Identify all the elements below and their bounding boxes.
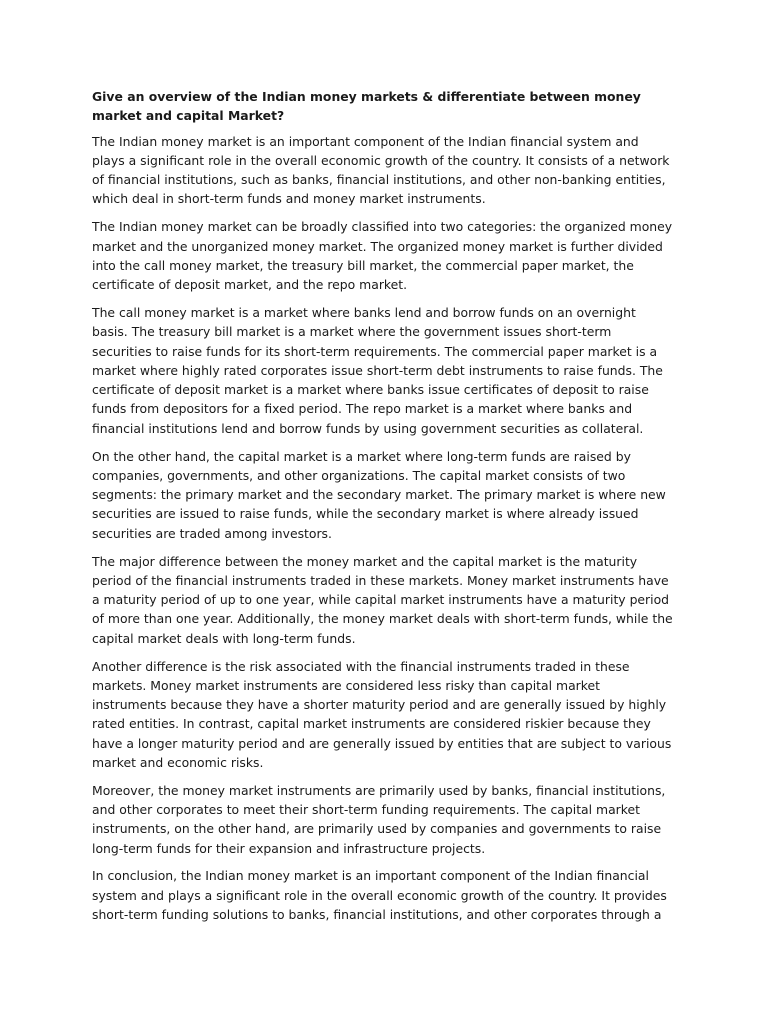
paragraph-usage-difference: Moreover, the money market instruments are primarily used by banks, financial institutions, and other corporates to meet their short-term funding requirements. The capital market instruments, on the other hand, are primarily used by companies and governments to raise long-term funds for their expansion and infrastructure projects. [92, 782, 666, 856]
paragraph-market-types: The call money market is a market where banks lend and borrow funds on an overnight basis. The treasury bill market is a market where the government issues short-term securities to raise funds for its short-term requirements. The commercial paper market is a market where highly rated corporates issue short-term debt instruments to raise funds. The certificate of deposit market is a market where banks issue certificates of deposit to raise funds from depositors for a fixed period. The repo market is a market where banks and financial institutions lend and borrow funds by using government securities as collateral. [92, 304, 663, 436]
paragraph-risk-difference: Another difference is the risk associated with the financial instruments traded in these markets. Money market instruments are considered less risky than capital market instruments because they have a shorter maturity period and are generally issued by highly rated entities. In contrast, capital market instruments are considered riskier because they have a longer maturity period and are generally issued by entities that are subject to various market and economic risks. [92, 658, 672, 770]
paragraph-classification: The Indian money market can be broadly classified into two categories: the organized money market and the unorganized money market. The organized money market is further divided into the call money market, the treasury bill market, the commercial paper market, the certificate of deposit market, and the repo market. [92, 219, 673, 293]
document-title: Give an overview of the Indian money markets & differentiate between money market and capital Market? [92, 89, 641, 124]
paragraph-conclusion: In conclusion, the Indian money market is an important component of the Indian financial system and plays a significant role in the overall economic growth of the country. It provides short-term funding solutions to banks, financial institutions, and other corporates through a [92, 868, 667, 923]
paragraph-capital-market: On the other hand, the capital market is a market where long-term funds are raised by companies, governments, and other organizations. The capital market consists of two segments: the primary market and the secondary market. The primary market is where new securities are issued to raise funds, while the secondary market is where already issued securities are traded among investors. [92, 448, 666, 541]
paragraph-maturity-difference: The major difference between the money market and the capital market is the maturity period of the financial instruments traded in these markets. Money market instruments have a maturity period of up to one year, while capital market instruments have a maturity period of more than one year. Additionally, the money market deals with short-term funds, while the capital market deals with long-term funds. [92, 553, 673, 646]
paragraph-overview: The Indian money market is an important component of the Indian financial system and plays a significant role in the overall economic growth of the country. It consists of a network of financial institutions, such as banks, financial institutions, and other non-banking entities, which deal in short-term funds and money market instruments. [92, 133, 670, 207]
